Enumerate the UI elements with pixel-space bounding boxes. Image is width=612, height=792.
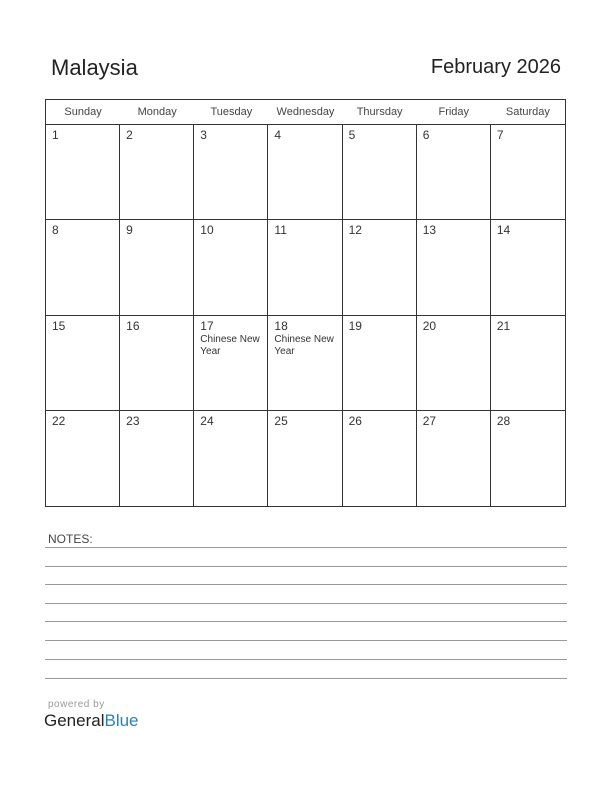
weekday-thursday: Thursday: [356, 106, 403, 118]
day-number: 22: [52, 413, 66, 428]
day-number: 5: [348, 128, 356, 142]
calendar-day-cell[interactable]: [417, 125, 491, 220]
note-line: [45, 547, 567, 548]
calendar-day-cell[interactable]: [491, 316, 565, 411]
day-number: 14: [496, 223, 511, 238]
calendar-day-cell[interactable]: [46, 220, 120, 315]
calendar-day-cell[interactable]: [120, 220, 194, 315]
calendar-day-cell[interactable]: [268, 125, 342, 220]
day-number: 16: [126, 318, 140, 333]
day-number: 23: [126, 413, 140, 428]
day-number: 25: [274, 413, 288, 428]
holiday-label: Chinese New Year: [200, 333, 260, 357]
calendar-day-cell[interactable]: [120, 316, 194, 411]
day-number: 12: [348, 223, 362, 238]
day-number: 20: [422, 318, 437, 333]
day-number: 13: [422, 223, 437, 238]
calendar-body: [46, 125, 565, 506]
weekday-wednesday: Wednesday: [276, 106, 335, 118]
day-number: 19: [348, 318, 362, 333]
calendar-day-cell[interactable]: [491, 125, 565, 220]
day-number: 2: [126, 128, 133, 142]
weekday-monday: Monday: [137, 106, 177, 118]
calendar-day-cell[interactable]: [194, 411, 268, 506]
calendar-day-cell[interactable]: [46, 316, 120, 411]
holiday-label: Chinese New Year: [274, 333, 334, 357]
calendar-day-cell[interactable]: [120, 125, 194, 220]
brand-blue-text: Blue: [104, 711, 139, 730]
day-number: 26: [348, 413, 362, 428]
calendar-day-cell[interactable]: [343, 220, 417, 315]
note-line: [45, 659, 567, 660]
day-number: 17: [200, 318, 214, 333]
calendar-day-cell[interactable]: [46, 125, 120, 220]
weekday-header-row: [46, 100, 565, 125]
calendar-day-cell[interactable]: [491, 411, 565, 506]
weekday-saturday: Saturday: [505, 106, 550, 118]
calendar-day-cell[interactable]: [46, 411, 120, 506]
calendar-day-cell[interactable]: [343, 411, 417, 506]
day-number: 21: [496, 318, 511, 333]
calendar-day-cell[interactable]: [417, 316, 491, 411]
calendar-day-cell[interactable]: [268, 316, 342, 411]
day-number: 18: [274, 318, 288, 333]
day-number: 27: [422, 413, 437, 428]
day-number: 10: [200, 223, 214, 238]
day-number: 3: [200, 128, 207, 142]
calendar-grid: [45, 99, 566, 507]
day-number: 7: [496, 128, 504, 142]
generalblue-logo[interactable]: [44, 711, 139, 731]
note-line: [45, 566, 567, 567]
note-line: [45, 678, 567, 679]
day-number: 4: [274, 128, 282, 142]
day-number: 9: [126, 223, 133, 238]
day-number: 11: [274, 223, 287, 238]
day-number: 1: [52, 128, 59, 142]
calendar-day-cell[interactable]: [268, 220, 342, 315]
weekday-friday: Friday: [438, 106, 470, 118]
note-line: [45, 621, 567, 622]
day-number: 28: [496, 413, 511, 428]
note-line: [45, 584, 567, 585]
weekday-sunday: Sunday: [64, 106, 102, 118]
calendar-day-cell[interactable]: [417, 220, 491, 315]
powered-by-text: powered by: [48, 699, 105, 710]
calendar-day-cell[interactable]: [194, 316, 268, 411]
calendar-day-cell[interactable]: [343, 316, 417, 411]
calendar-day-cell[interactable]: [194, 220, 268, 315]
day-number: 8: [52, 223, 59, 238]
calendar-day-cell[interactable]: [417, 411, 491, 506]
day-number: 15: [52, 318, 66, 333]
calendar-day-cell[interactable]: [491, 220, 565, 315]
note-line: [45, 640, 567, 641]
day-number: 24: [200, 413, 214, 428]
notes-label: NOTES:: [48, 532, 93, 546]
note-line: [45, 603, 567, 604]
calendar-day-cell[interactable]: [194, 125, 268, 220]
day-number: 6: [422, 128, 430, 142]
weekday-tuesday: Tuesday: [210, 106, 253, 118]
calendar-day-cell[interactable]: [120, 411, 194, 506]
calendar-month-title: February 2026: [430, 56, 561, 78]
brand-general-text: General: [44, 711, 105, 730]
calendar-country-title: Malaysia: [51, 55, 138, 80]
calendar-day-cell[interactable]: [268, 411, 342, 506]
calendar-day-cell[interactable]: [343, 125, 417, 220]
